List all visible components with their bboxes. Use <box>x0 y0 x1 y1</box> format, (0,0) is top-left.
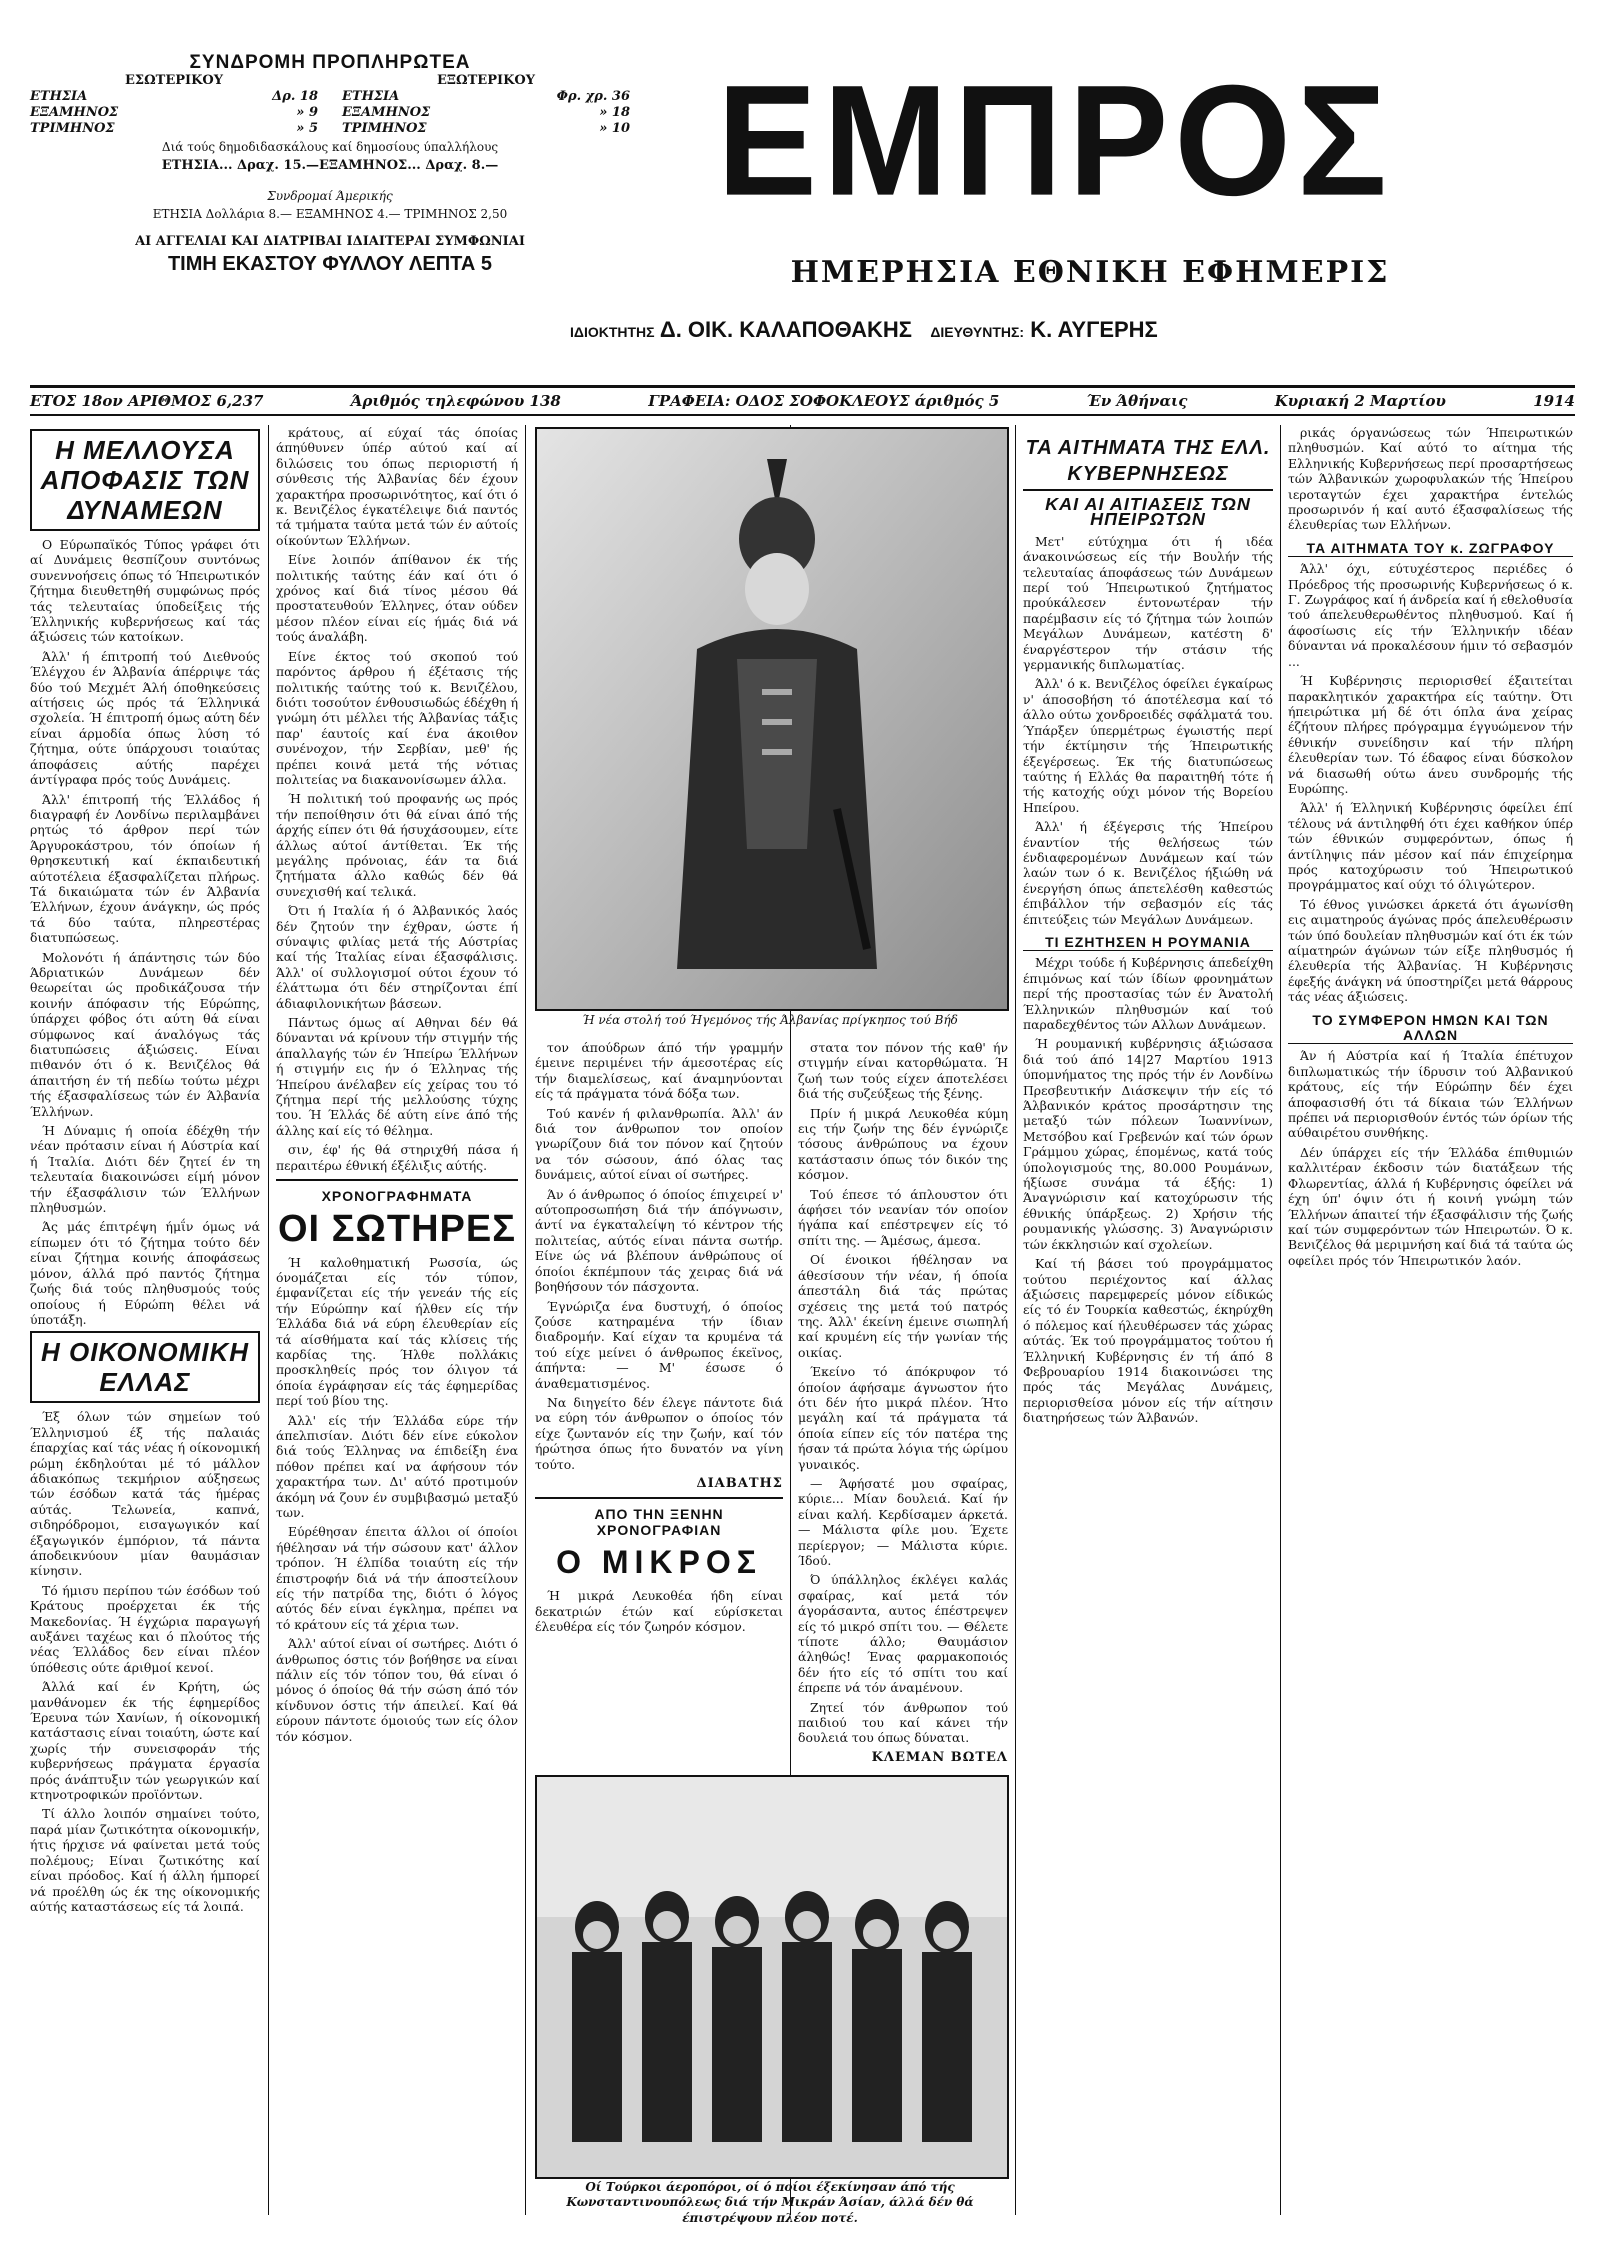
price-row <box>342 105 630 121</box>
article-paragraph: Έκείνο τό άπόκρυφον τό όποίον άφήσαμε άγνωστον ήτο ότι δέν ήτο μικρά πλέον. Ήτο μεγάλη καί τά πράγματα τά όποία είπεν είς τόν πατέρα της ήσαν τά πρώτα λόγια τής ώρίμου γυναικός. <box>798 1364 1008 1472</box>
column-2 <box>276 425 518 2215</box>
divider <box>535 1497 783 1499</box>
price-row <box>342 121 630 137</box>
price-value: » 10 <box>599 121 630 136</box>
article-paragraph: — Άφήσατέ μου σφαίρας, κύριε... Μίαν δουλειά. Καί ήν είναι καλή. Κερδίσαμεν άρκετά. — Μάλιστα φίλε μου. Έχετε περίεργον; — Μάλιστα κύριε. Ίδού. <box>798 1475 1008 1568</box>
prince-photo-caption-wrap <box>535 1010 1005 1030</box>
price-row <box>30 89 318 105</box>
article-subheadline: ΚΑΙ ΑΙ ΑΙΤΙΑΣΕΙΣ ΤΩΝ ΗΠΕΙΡΩΤΩΝ <box>1045 494 1251 530</box>
article-headline: Η ΜΕΛΛΟΥΣΑ ΑΠΟΦΑΣΙΣ ΤΩΝ ΔΥΝΑΜΕΩΝ <box>30 429 260 531</box>
article-paragraph: Ή Κυβέρνησις περιορισθεί έξαιτείται παρακλητικόν χαρακτήρα είς ταύτην. Ότι ήπειρώτικα μή δέ ότι όπλα άνα χείρας έζήτουν πλήρες πρόγραμμα έγγυώμενον τήν έθνικήν συνείδησιν καί τήν πλήρη έλευθερίαν των. Τό έδαφος είναι δύσκολον νά διασωθή ούτω άνευ συνδρομής τής Ευρώπης. <box>1288 673 1573 796</box>
column-rule <box>268 425 269 2215</box>
prince-photo-image <box>537 429 1007 1009</box>
author-signature: ΚΛΕΜΑΝ ΒΩΤΕΛ <box>871 1749 1008 1765</box>
foreign-head: ΕΞΩΤΕΡΙΚΟΥ <box>437 73 535 88</box>
director-label: ΔΙΕΥΘΥΝΤΗΣ: <box>930 324 1025 340</box>
column-1 <box>30 425 260 2215</box>
issue-year: ΕΤΟΣ 18ον ΑΡΙΘΜΟΣ 6,237 <box>30 392 264 410</box>
article-paragraph: Πάντως όμως αί Αθηναι δέν θά δύνανται νά κρίνουν τήν στιγμήν τής άπαλλαγής τών έν Ήπείρω Έλλήνων ή στιγμήν εις ήν ό Έλληνας τής Ήπείρου άνέλαβεν είς χείρας του τό ζήτημα περί τής μελλούσης τύχης του. Ή Έλλάς δέ αύτη είνε άπό τής άλλης καί είς τό θέλημα. <box>276 1015 518 1138</box>
masthead-owner-line <box>570 317 1570 343</box>
article-paragraph: Ότι ή Ιταλία ή ό Άλβανικός λαός δέν ζητούν την έχθραν, ώστε ή σύναψις φιλίας μετά τής Αύστρίας καί τής Ίταλίας είναι έξασφάλισις. Άλλ' οί συλλογισμοί ούτοι έχουν τό έλάττωμα ότι δέν στηρίζονται έπί άδιαφιλονικήτων βάσεων. <box>276 903 518 1011</box>
article-paragraph: Ή μικρά Λευκοθέα ήδη είναι δεκατριών έτών καί εύρίσκεται έλευθέρα είς τόν ζωηρόν κόσμον. <box>535 1588 783 1634</box>
issue-date: Κυριακή 2 Μαρτίου <box>1274 392 1446 410</box>
aviators-photo-image <box>537 1777 1007 2177</box>
article-paragraph: Ή καλοθηματική Ρωσσία, ώς όνομάζεται είς τόν τύπον, έμφανίζεται είς τήν γενεάν τής είς τήν Εύρώπην καί ήλθεν είς τήν Έλλάδα διά νά εύρη έλευθερίαν είς τά αίσθήματα καί τάς κλίσεις τής καρδίας της. Ήλθε πολλάκις προσκληθείς πρός τον όλιγον τά όποία έγράφησαν είς τάς έφημερίδας περί τού βίου της. <box>276 1254 518 1409</box>
article-paragraph: Δέν ύπάρχει είς τήν Έλλάδα έπιθυμιών καλλιτέραν έκδοσιν τών διατάξεων τής Φλωρεντίας, άλλά ή Κυβέρνησις όφείλει νά έχη ύπ' όψιν ότι ή κοινή γνώμη τών Έλλήνων άπαιτεί τήν έξασφάλισιν τής ζωής καί τών συμφερόντων τών Ηπειρωτών. Ό κ. Βενιζέλος θά μεριμνήση καί διά τά ταύτα ώς οφείλει πρός τόν Ήπειρωτικόν λαόν. <box>1288 1144 1573 1268</box>
article-paragraph: Ζητεί τόν άνθρωπον τού παιδιού του καί κάνει τήν δουλειά του όπως δύναται. <box>798 1699 1008 1746</box>
article-paragraph: Τού κανέν ή φιλανθρωπία. Άλλ' άν διά τον άνθρωπον τον οποίον γνωρίζουν διά τον πόνον καί ζητούν να τόν σώσουν, άπό όλας τας δυνάμεις, αύτοί είναι οί σωτήρες. <box>535 1105 783 1183</box>
column-rule <box>1015 425 1016 2215</box>
article-paragraph: Ή ρουμανική κυβέρνησις άξιώσασα διά τού άπό 14|27 Μαρτίου 1913 ύπομνήματος της πρός τήν έν Λονδίνω Πρεσβευτικήν Διάσκεψιν τήν είς τό Άλβανικόν κράτος προσάρτησιν της μεταξύ τών πόλεων Ίωαννίνων, Μετσόβου καί Γρεβενών καί τών όρων Γράμμου χώρας, έπομένως, κατά τούς ύπολογισμούς της, 80.000 Ρουμάνων, ήξίωσε συνάμα τά έξής: 1) Άναγνώρισιν καί κατοχύρωσιν τής έθνικής ύπάρξεως. 2) Χρήσιν τής ρουμανικής γλώσσης. 3) Άναγνώρισιν τών έκκλησιών καί σχολείων. <box>1023 1036 1273 1252</box>
owner-label: ΙΔΙΟΚΤΗΤΗΣ <box>570 324 655 340</box>
price-label: ΕΤΗΣΙΑ <box>30 89 88 104</box>
issue-price: ΤΙΜΗ ΕΚΑΣΤΟΥ ΦΥΛΛΟΥ ΛΕΠΤΑ 5 <box>167 253 493 275</box>
price-row <box>30 105 318 121</box>
america-prices: ΕΤΗΣΙΑ Δολλάρια 8.— ΕΞΑΜΗΝΟΣ 4.— ΤΡΙΜΗΝΟΣ 2,50 <box>152 207 508 221</box>
article-paragraph: Τού έπεσε τό άπλουστον ότι άφήσει τόν νεανίαν τόν οποίον ήγάπα καί επέστρεψεν είς τό σπίτι της. — Άμέσως, άμεσα. <box>798 1186 1008 1248</box>
price-value: » 18 <box>599 105 630 120</box>
article-paragraph: Έξ όλων τών σημείων τού Έλληνισμού έξ τής παλαιάς έπαρχίας καί τάς νέας ή οίκονομική ρώμη έκδηλούται μέ τό μάλλον άδιακόπως τεκμήριον αύξησεως τών έσόδων κατά τάς ήμέρας αύτάς. Τελωνεία, καπνά, σιδηρόδρομοι, εισαγωγικόν καί έξαγωγικόν έμπόριον, τά πάντα άποδεικνύουν μίαν θαυμάσιαν κίνησιν. <box>30 1409 260 1579</box>
price-row <box>342 89 630 105</box>
article-paragraph: Άλλ' ή Έλληνική Κυβέρνησις όφείλει έπί τέλους νά άντιληφθή ότι έχει καθήκον ύπέρ τών έθνικών συμφερόντων, όπως ή άντίληψις πάν μέσον καί πάν έπιχείρημα πρός κατοχύρωσιν τού Ήπειρωτικού προγράμματος καί ούχι τό όλιγώτερον. <box>1288 800 1573 893</box>
article-paragraph: Τί άλλο λοιπόν σημαίνει τούτο, παρά μίαν ζωτικότητα οίκονομικήν, ήτις ήρχισε νά φαίνεται μετά τούς πολέμους; Είναι ζωτικότης καί είναι πρόοδος. Καί ή άλλη ήμπορεί νά προέλθη ώς έκ της οίκονομικής αύτής καταστάσεως είς τά λοιπά. <box>30 1806 260 1914</box>
article-paragraph: στατα τον πόνον τής καθ' ήν στιγμήν είναι κατορθώματα. Ή ζωή των τούς είχεν άποτελέσει διά τής συζεύξεως τής ξένης. <box>798 1040 1008 1102</box>
article-paragraph: Ή Δύναμις ή οποία έδέχθη τήν νέαν πρότασιν είναι ή Αύστρία καί ή Ίταλία. Διότι δέν ζητεί έν τη τελευταία διακοινώσει είμή μόνον τήν έξασφάλισιν τών Έλλήνων πληθυσμών. <box>30 1123 260 1216</box>
article-paragraph: τον άπούδρων άπό τήν γραμμήν έμεινε περιμένει τήν άμεσοτέρας είς τήν διαμελίσεως, καί άναμηνύονται είς τά πράγματα τόνά δόξα των. <box>535 1040 783 1102</box>
price-label: ΕΞΑΜΗΝΟΣ <box>30 105 119 120</box>
director-name: Κ. ΑΥΓΕΡΗΣ <box>1030 317 1158 342</box>
section-label: ΤΟ ΣΥΜΦΕΡΟΝ ΗΜΩΝ ΚΑΙ ΤΩΝ ΑΛΛΩΝ <box>1288 1013 1573 1045</box>
dateline <box>30 385 1575 416</box>
column-6 <box>1288 425 1573 2215</box>
article-paragraph: σιν, έφ' ής θά στηριχθή πάσα ή περαιτέρω έθνική έξέλιξις αύτής. <box>276 1142 518 1173</box>
aviators-caption-wrap <box>535 2177 1005 2225</box>
article-paragraph: Άς μάς έπιτρέψη ήμΐν όμως νά είπωμεν ότι τό ζήτημα τούτο δέν είναι ζήτημα κοινής άποφάσεως μόνον, άλλά πρό παντός ζήτημα ζωής διά τούς πληθυσμούς τούς οποίους ή Εύρώπη θέλει νά ύποτάξη. <box>30 1219 260 1327</box>
column-3 <box>535 1040 783 1760</box>
photo-caption: Ή νέα στολή τού Ήγεμόνος τής Άλβανίας πρίγκηπος τού Βήδ <box>582 1013 958 1027</box>
newspaper-page <box>30 51 1575 2225</box>
article-paragraph: κράτους, αί εύχαί τάς όποίας άπηύθυνεν ύπέρ αύτού καί αί διλώσεις του όπως περιοριστή ή σύνθεσις τής Άλβανίας δέν έχουν χαρακτήρα προσωρινότητος, καί ότι ό κ. Βενιζέλος έγκατέλειψε διά παντός τά τμήματα ταύτα μετά τών έν αύτοίς οίκούντων Έλλήνων. <box>276 425 518 548</box>
price-label: ΕΞΑΜΗΝΟΣ <box>342 105 431 120</box>
article-headline: ΟΙ ΣΩΤΗΡΕΣ <box>277 1207 517 1250</box>
subscription-columns <box>30 73 630 137</box>
divider <box>276 1179 518 1181</box>
article-paragraph: Άλλά καί έν Κρήτη, ώς μανθάνομεν έκ τής έφημερίδος Έρευνα τών Χανίων, ή οίκονομική κατάστασις είναι τοιαύτη, ώστε καί χωρίς τήν συνεισφοράν τής κυβερνήσεως πράγματα έργασία πρός άνάπτυξιν τών γεωργικών καί κτηνοτροφικών προϊόντων. <box>30 1679 260 1803</box>
article-paragraph: Άν ή Αύστρία καί ή Ίταλία έπέτυχον διπλωματικώς τήν ίδρυσιν τού Άλβανικού κράτους, είς τήν Εύρώπην δέν έχει άποφασισθή ότι τά δίκαια τών Έλλήνων πρέπει νά περιορισθούν έντός τών όρίων τής αύθαιρέτου συνθήκης. <box>1288 1048 1573 1141</box>
article-headline: Ο ΜΙΚΡΟΣ <box>556 1544 762 1581</box>
subscription-box <box>30 52 630 370</box>
price-value: » 9 <box>296 105 318 120</box>
article-paragraph: Εύρέθησαν έπειτα άλλοι οί όποίοι ήθέλησαν νά τήν σώσουν κατ' άλλον τρόπον. Ή έλπίδα τοιαύτη είς τήν έπιστροφήν διά νά τήν άποστείλουν είς τήν πατρίδα της, διότι ό λόγος αύτός δέν είναι έγκλημα, πρέπει να τό κράτουν είς τά χέρια των. <box>276 1524 518 1632</box>
foreign-prices <box>342 73 630 137</box>
article-paragraph: Άλλ' αύτοί είναι οί σωτήρες. Διότι ό άνθρωπος όστις τόν βοήθησε να είναι πάλιν είς τόν τόπον του, θά είναι ό μόνος ό όποίος θά τήν σώση άπό τόν κίνδυνον όστις τήν άπειλεί. Καί θά εύρουν πάντοτε όμοιούς των είς όλον τόν κόσμον. <box>276 1636 518 1744</box>
domestic-prices <box>30 73 318 137</box>
teachers-note: Διά τούς δημοδιδασκάλους καί δημοσίους ύπαλλήλους <box>161 140 499 154</box>
owner-name: Δ. ΟΙΚ. ΚΑΛΑΠΟΘΑΚΗΣ <box>659 317 912 342</box>
issue-year-number: 1914 <box>1533 392 1575 410</box>
article-paragraph: Μέχρι τούδε ή Κυβέρνησις άπεδείχθη έπιμόνως καί τών ίδίων φρονημάτων περί τής προστασίας τών έν Άνατολή Έλληνικών πληθυσμών καί τού παραδεχθέντος τών Αλλων Δυνάμεων. <box>1023 955 1273 1032</box>
price-value: Δρ. 18 <box>272 89 318 104</box>
office-address: ΓΡΑΦΕΙΑ: ΟΔΟΣ ΣΟΦΟΚΛΕΟΥΣ άριθμός 5 <box>648 392 1000 410</box>
article-paragraph: Καί τή βάσει τού προγράμματος τούτου περιέχοντος καί άλλας άξιώσεις παρεμφερείς μόνον είδικώς είς τό έν Τουρκία καθεστώς, έκηρύχθη ό πόλεμος καί ήλευθέρωσεν τάς χώρας αύτάς. Έκ τού προγράμματος τούτου ή Έλληνική Κυβέρνησις έν τή άπό 8 Φεβρουαρίου 1914 διακοινώσει της πρός τάς Μεγάλας Δυνάμεις, περιορισθείσα μόνον είς τήν αίτησιν διατηρήσεως τών Άλβανών. <box>1023 1256 1273 1426</box>
article-paragraph: ρικάς όργανώσεως τών Ήπειρωτικών πληθυσμών. Καί αύτό το αίτημα τής Ελληνικής Κυβερνήσεως περί προσαρτήσεως τών Άλβανικών χωροφυλακών τής Ήπείρου ιεροταγτών έχει χαρακτήρα έντελώς προσωρινόν ή καί αυτό έξασφαλίσεως τής έλευθερίας των Ελλήνων. <box>1288 425 1573 533</box>
price-label: ΕΤΗΣΙΑ <box>342 89 400 104</box>
phone-number: Άριθμός τηλεφώνου 138 <box>350 392 561 410</box>
article-paragraph: Τό ήμισυ περίπου τών έσόδων τού Κράτους προέρχεται έκ τής Μακεδονίας. Ή έγχώρια παραγωγή αυξάνει ταχέως και ό πλούτος τής νέας Έλλάδος δεν είναι πλέον ύπόθεσις ούτε άριθμοί κενοί. <box>30 1582 260 1675</box>
article-paragraph: Άλλ' είς τήν Έλλάδα εύρε τήν άπελπισίαν. Διότι δέν είνε εύκολον διά τούς Έλληνας να έπιδείξη ένα πόθον πρέπει καί να άφήσουν τόν χαρακτήρα των. Δι' αύτό προτιμούν άκόμη νά ζουν έν συμβιβασμώ μεταξύ των. <box>276 1412 518 1520</box>
article-paragraph: Άν ό άνθρωπος ό όποίος έπιχειρεί ν' αύτοπροσωπήση διά τήν άπόγνωσιν, άντί να έγκαταλείψη τό κέντρον τής πολιτείας, αύτός είναι πάντα σωτήρ. Είνε ώς νά βλέπουν άνθρώπους οί όποίοι έκπέμπουν τάς χειρας διά νά βοηθήσουν τόν πάσχοντα. <box>535 1186 783 1295</box>
place: Έν Άθήναις <box>1086 392 1188 410</box>
masthead-title: ΕΜΠΡΟΣ <box>716 51 1394 229</box>
article-paragraph: Άλλ' όχι, εύτυχέστερος περιέδες ό Πρόεδρος τής προσωρινής Κυβερνήσεως ό κ. Γ. Ζωγράφος καί ή άνδρεία καί ή εθελοθυσία τού άπελευθερωθέντος πληθυσμού. Καί ή άφοσίωσις είς τήν Έλληνικήν ιδέαν δύνανται νά προκαλέσουν ήμιν τό σεβασμόν ... <box>1288 561 1573 669</box>
author-signature: ΔΙΑΒΑΤΗΣ <box>696 1475 783 1491</box>
column-4 <box>798 1040 1008 1765</box>
article-paragraph: Άλλ' ή έπιτροπή τού Διεθνούς Έλέγχου έν Άλβανία άπέρριψε τάς δύο τού Μεχμέτ Άλή όποθηκεύσεις αίτήσεις ώς πρός τά Έλληνικά σχολεία. Ή έπιτροπή όμως αύτη δέν είναι άρμοδία όπως λύση τό ζήτημα, ούτε ύπάρχουσι τοιαύτας άποφάσεις αύτής παρέχει άντίγραφα πρός τούς Δυνάμεις. <box>30 648 260 788</box>
article-headline: Η ΟΙΚΟΝΟΜΙΚΗ ΕΛΛΑΣ <box>30 1331 260 1403</box>
section-label: ΤΑ ΑΙΤΗΜΑΤΑ ΤΟΥ κ. ΖΩΓΡΑΦΟΥ <box>1288 541 1573 557</box>
column-5 <box>1023 425 1273 2215</box>
price-value: Φρ. χρ. 36 <box>556 89 630 104</box>
price-value: » 5 <box>296 121 318 136</box>
masthead-subtitle: ΗΜΕΡΗΣΙΑ ΕΘΝΙΚΗ ΕΦΗΜΕΡΙΣ <box>790 255 1390 290</box>
article-paragraph: Είνε έκτος τού σκοπού τού παρόντος άρθρου ή έξέτασις τής πολιτικής ταύτης τού κ. Βενιζέλου, διότι τοσούτον ένθουσιωδώς έδέχθη ή γνώμη ότι μέλλει τής Άλβανίας τάξις παρ' έαυτοίς καί ένα άκοιθον συνένοχον, τήν Σερβίαν, μεθ' ής πρέπει κοινά μετά τής νότιας πολιτείας να διακανονίσωμεν άλλα. <box>276 648 518 787</box>
article-paragraph: Πρίν ή μικρά Λευκοθέα κύμη εις τήν ζωήν της δέν έγνώριζε τόσους άνθρώπους να έχουν κατάστασιν όπως τόν δικόν της κόσμον. <box>798 1105 1008 1183</box>
column-rule <box>1280 425 1281 2215</box>
article-paragraph: Είνε λοιπόν άπίθανον έκ τής πολιτικής ταύτης έάν καί ότι ό χρόνος καί διά τίνος μέσου θά προστατευθούν Έλληνες, όταν ούδεν μέσον πλέον είναι είς ήμάς διά νά τούς άναλάβη. <box>276 552 518 645</box>
column-rule <box>525 425 526 2215</box>
article-paragraph: Άλλ' ή έξέγερσις τής Ήπείρου έναντίον τής θελήσεως τών ένδιαφερομένων Δυνάμεων καί τών λαών των ό κ. Βενιζέλος ήξιώθη νά ένεργήση όπως άπετελέσθη καθεστώς έπιβάλλον τήν σεβασμόν είς τάς έπιτεύξεις τών Μεγάλων Δυνάμεων. <box>1023 819 1273 927</box>
article-paragraph: Ο Εύρωπαϊκός Τύπος γράφει ότι αί Δυνάμεις θεσπίζουν συντόνως συνεννοήσεις όπως τό Ήπειρωτικόν ζήτημα διευθετηθή συμφώνως πρός τάς τελευταίας ύποδείξεις τής Έλληνικής κυβερνήσεως καί τάς άξιώσεις τών κατοίκων. <box>30 537 260 645</box>
article-paragraph: Οί ένοικοι ήθέλησαν να άθεσίσουν τήν νέαν, ή όποία άπεστάλη διά τάς πρώτας σχέσεις της μετά τού πατρός της. Άλλ' έκείνη έμεινε σιωπηλή καί κρυμένη είς τήν γωνίαν τής οικίας. <box>798 1252 1008 1360</box>
article-paragraph: Ή πολιτική τού προφανής ως πρός τήν πεποίθησιν ότι θά είναι άπό τής άρχής είπεν ότι θά ήσυχάσουμεν, είτε άλλως αύτοί άντίθεται. Έκ τής μεγάλης πρόνοιας, έάν τα διά ζητήματα άλλο καθώς δέν θά συνεχισθή καί τελικά. <box>276 791 518 899</box>
america-head: Συνδρομαί Άμερικής <box>267 189 393 203</box>
article-paragraph: Να διηγείτο δέν έλεγε πάντοτε διά να εύρη τόν άνθρωπον ο όποίος τόν είχε ζωντανόν είς την ζωήν, καί τόν ήρώτησα όπως ήτο δυνατόν να γίνη τούτο. <box>535 1394 783 1472</box>
price-label: ΤΡΙΜΗΝΟΣ <box>30 121 115 136</box>
section-label: ΑΠΟ ΤΗΝ ΞΕΝΗΝ ΧΡΟΝΟΓΡΑΦΙΑΝ <box>594 1506 724 1538</box>
article-paragraph: Άλλ' έπιτροπή τής Έλλάδος ή διαγραφή έν Λονδίνω περιλαμβάνει ρητώς τό άρθρον περί τών Άργυροκάστρου, τόν όποίων ή θρησκευτική καί έκπαιδευτική αύτοτέλεια έξασφαλίζεται πλήρως. Τά δικαιώματα τών έν Άλβανία Έλλήνων, έχουν άνάγκην, ώς πρός τά δύο ταύτα, πληρεστέρας διατυπώσεως. <box>30 791 260 946</box>
subscription-title: ΣΥΝΔΡΟΜΗ ΠΡΟΠΛΗΡΩΤΕΑ <box>189 52 471 73</box>
price-label: ΤΡΙΜΗΝΟΣ <box>342 121 427 136</box>
article-paragraph: Μολονότι ή άπάντησις τών δύο Άδριατικών Δυνάμεων δέν θεωρείται ώς προδικάζουσα τήν κοινήν άπόφασιν τής Εύρώπης, ύπάρχει φόβος ότι αύτη θά είναι σύμφωνος καί άναλόγως τάς διατυπώσεις άξιώσεις. Είναι πιθανόν ότι ό κ. Βενιζέλος θά άπαιτήση έν τή πεδίω τούτω μέχρι τής έξασφαλίσεως τών έν Άλβανία Έλλήνων. <box>30 949 260 1119</box>
teachers-prices: ΕΤΗΣΙΑ... Δραχ. 15.—ΕΞΑΜΗΝΟΣ... Δραχ. 8.— <box>161 158 499 173</box>
article-headline: ΤΑ ΑΙΤΗΜΑΤΑ ΤΗΣ ΕΛΛ. ΚΥΒΕΡΝΗΣΕΩΣ <box>1023 433 1273 491</box>
article-paragraph: Ό ύπάλληλος έκλέγει καλάς σφαίρας, καί μετά τόν άγοράσαντα, αυτος έπέστρεψεν είς τό μικρό σπίτι του. — Θέλετε τίποτε άλλο; Θαυμάσιον άληθώς! Ένας φαρμακοποιός δέν ήτο είς τό σπίτι του καί έπρεπε νά τόν άναμένουν. <box>798 1572 1008 1696</box>
article-paragraph: Τό έθνος γινώσκει άρκετά ότι άγωνίσθη εις αιματηρούς άγώνας πρός άπελευθέρωσιν τών ύπό δουλείαν πληθυσμών καί ότι έκ τών αίματηρών άγώνων τών είξε πληθυσμός ή έλευθερία τής Άλβανίας. Ή Κυβέρνησις έφεξής άνάγκη νά ύποστηρίζει μετά θάρρους τάς νέας άξιώσεις. <box>1288 896 1573 1005</box>
prince-photo <box>535 427 1009 1011</box>
section-label: ΤΙ ΕΖΗΤΗΣΕΝ Η ΡΟΥΜΑΝΙΑ <box>1023 935 1273 951</box>
ads-note: ΑΙ ΑΓΓΕΛΙΑΙ ΚΑΙ ΔΙΑΤΡΙΒΑΙ ΙΔΙΑΙΤΕΡΑΙ ΣΥΜΦΩΝΙΑΙ <box>135 234 525 249</box>
price-row <box>30 121 318 137</box>
domestic-head: ΕΣΩΤΕΡΙΚΟΥ <box>124 73 223 88</box>
article-paragraph: Άλλ' ό κ. Βενιζέλος όφείλει έγκαίρως ν' άποσοβήση τό άποτέλεσμα καί τό άλλο ούτω χονδροειδές σφάλματά του. Ύπάρξεν ύπερμέτρως έγωιστής περί τήν έκτίμησιν τής Ήπειρωτικής έξεγέρσεως. Έκ τής διατυπώσεως ταύτης ή Ελλάς θα παραιτηθή τότε ή τής κατοχής ούχι μόνον τής Βορείου Ηπείρου. <box>1023 676 1273 815</box>
article-paragraph: Μετ' εύτύχημα ότι ή ιδέα άνακοινώσεως είς τήν Βουλήν τής τελευταίας άποφάσεως τών Δυνάμεων περί τού Ήπειρωτικού ζητήματος προύκάλεσεν έντονωτέραν τήν παρέμβασιν είς τό ζήτημα τών λοιπών Μεγάλων Δυνάμεων, κατέστη δ' έναργέστερον τήν στάσιν τής γερμανικής διπλωματίας. <box>1023 533 1273 673</box>
article-paragraph: Έγνώριζα ένα δυστυχή, ό όποίος ζούσε κατηραμένα τήν ίδιαν διαδρομήν. Καί είχαν τα κρυμένα τά τού είχε μείνει ό άνθρωπος έκεϊνος, άπήντα: — Μ' έσωσε ό άναθεματισμένος. <box>535 1298 783 1391</box>
aviators-photo <box>535 1775 1009 2179</box>
photo-caption: Οί Τούρκοι άεροπόροι, οί ό ποίοι έξεκίνησαν άπό τής Κωνσταντινουπόλεως διά τήν Μικράν Άσίαν, άλλά δέν θά έπιστρέψουν πλέον ποτέ. <box>566 2180 974 2225</box>
section-label: ΧΡΟΝΟΓΡΑΦΗΜΑΤΑ <box>321 1188 473 1205</box>
